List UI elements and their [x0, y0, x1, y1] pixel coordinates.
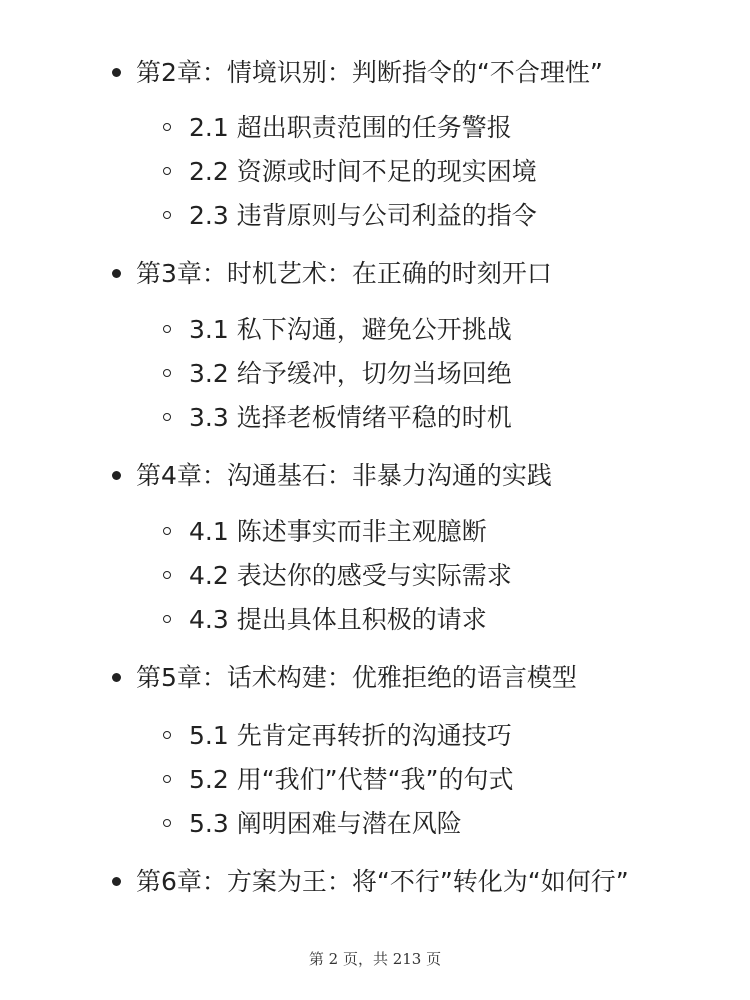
chapter-2: [0, 52, 750, 94]
bullet-circle-icon: [163, 325, 171, 333]
chapter-heading: [0, 455, 750, 497]
bullet-disc-icon: [112, 877, 121, 886]
chapter-4: [0, 455, 750, 497]
bullet-disc-icon: [112, 68, 121, 77]
chapter-6: [0, 861, 750, 903]
chapter-title: 第5章：话术构建：优雅拒绝的语言模型: [136, 663, 577, 692]
section-item: [0, 106, 750, 150]
section-title: 3.3 选择老板情绪平稳的时机: [189, 403, 512, 432]
bullet-circle-icon: [163, 615, 171, 623]
section-item: [0, 802, 750, 846]
section-title: 5.3 阐明困难与潜在风险: [189, 809, 462, 838]
bullet-disc-icon: [112, 673, 121, 682]
chapter-5: [0, 657, 750, 699]
section-item: [0, 598, 750, 642]
chapter-title: 第2章：情境识别：判断指令的“不合理性”: [136, 58, 603, 87]
bullet-circle-icon: [163, 775, 171, 783]
bullet-circle-icon: [163, 369, 171, 377]
chapter-heading: [0, 657, 750, 699]
chapter-title: 第6章：方案为王：将“不行”转化为“如何行”: [136, 867, 629, 896]
bullet-circle-icon: [163, 527, 171, 535]
section-item: [0, 194, 750, 238]
section-title: 4.1 陈述事实而非主观臆断: [189, 517, 487, 546]
chapter-title: 第3章：时机艺术：在正确的时刻开口: [136, 259, 552, 288]
bullet-circle-icon: [163, 819, 171, 827]
bullet-circle-icon: [163, 211, 171, 219]
page-number-footer: 第 2 页，共 213 页: [308, 950, 442, 968]
chapter-2-sections: [0, 106, 750, 238]
section-item: [0, 510, 750, 554]
section-title: 5.1 先肯定再转折的沟通技巧: [189, 721, 512, 750]
section-item: [0, 714, 750, 758]
chapter-3: [0, 253, 750, 295]
bullet-circle-icon: [163, 123, 171, 131]
section-title: 2.3 违背原则与公司利益的指令: [189, 201, 537, 230]
bullet-disc-icon: [112, 269, 121, 278]
section-item: [0, 352, 750, 396]
bullet-circle-icon: [163, 413, 171, 421]
section-title: 2.2 资源或时间不足的现实困境: [189, 157, 537, 186]
chapter-title: 第4章：沟通基石：非暴力沟通的实践: [136, 461, 552, 490]
section-title: 3.1 私下沟通，避免公开挑战: [189, 315, 512, 344]
chapter-5-sections: [0, 714, 750, 846]
chapter-4-sections: [0, 510, 750, 642]
bullet-disc-icon: [112, 471, 121, 480]
chapter-3-sections: [0, 308, 750, 440]
bullet-circle-icon: [163, 167, 171, 175]
bullet-circle-icon: [163, 571, 171, 579]
chapter-heading: [0, 52, 750, 94]
section-item: [0, 308, 750, 352]
bullet-circle-icon: [163, 731, 171, 739]
section-title: 3.2 给予缓冲，切勿当场回绝: [189, 359, 512, 388]
chapter-heading: [0, 253, 750, 295]
section-title: 4.3 提出具体且积极的请求: [189, 605, 487, 634]
section-item: [0, 554, 750, 598]
section-title: 2.1 超出职责范围的任务警报: [189, 113, 512, 142]
section-item: [0, 150, 750, 194]
section-item: [0, 758, 750, 802]
section-title: 4.2 表达你的感受与实际需求: [189, 561, 512, 590]
section-item: [0, 396, 750, 440]
chapter-heading: [0, 861, 750, 903]
section-title: 5.2 用“我们”代替“我”的句式: [189, 765, 514, 794]
